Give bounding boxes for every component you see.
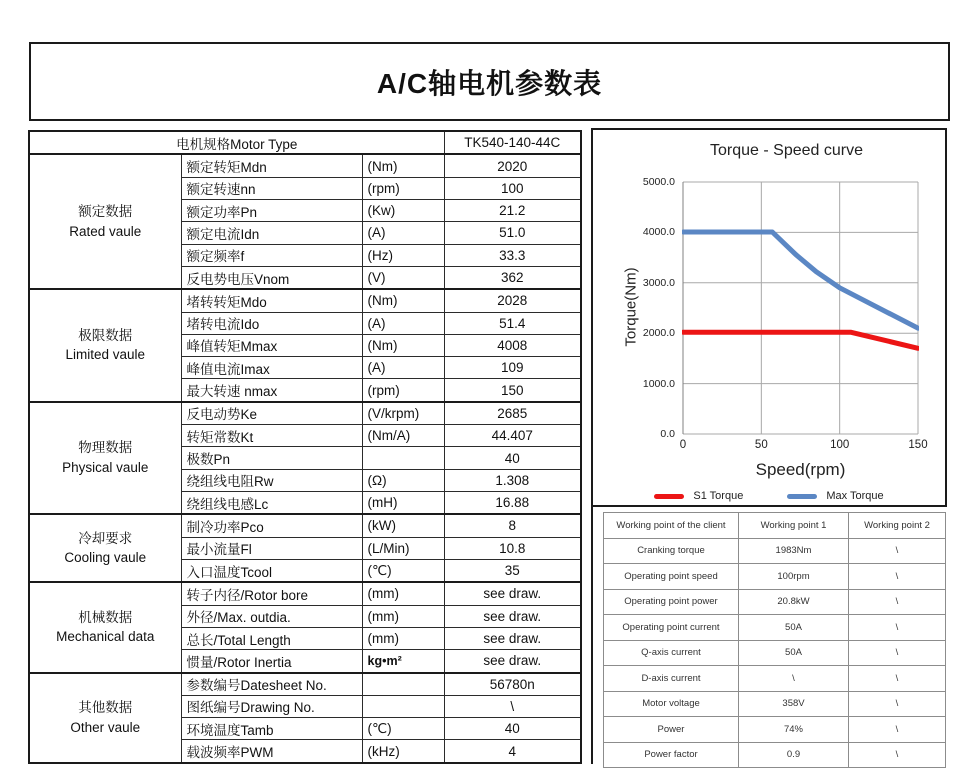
spec-group-label [29,402,181,515]
spec-value: 2685 [444,402,581,425]
wp-cell: \ [849,589,946,615]
wp-row [604,538,946,564]
y-axis-title: Torque(Nm) [622,267,640,347]
wp-row [604,564,946,590]
spec-row [29,402,581,425]
wp-header-cell: Working point of the client [604,513,739,539]
spec-param: 峰值转矩Mmax [181,334,362,356]
spec-header-row [29,131,581,154]
group-name-cn: 物理数据 [78,440,133,456]
wp-cell: \ [849,691,946,717]
spec-param: 额定功率Pn [181,199,362,221]
spec-row [29,514,581,537]
spec-unit: (Ω) [362,469,444,491]
spec-value: 4008 [444,334,581,356]
spec-value: 100 [444,177,581,199]
spec-value: 16.88 [444,491,581,514]
spec-value: 109 [444,357,581,379]
spec-group-label [29,514,181,582]
y-tick-label: 0.0 [660,428,675,440]
spec-unit: (Kw) [362,199,444,221]
group-name-cn: 极限数据 [78,327,133,343]
spec-value: 362 [444,266,581,289]
spec-group-label [29,582,181,672]
spec-unit: (Nm) [362,334,444,356]
spec-unit: (mH) [362,491,444,514]
spec-unit: (A) [362,312,444,334]
spec-value: 51.4 [444,312,581,334]
spec-param: 总长/Total Length [181,627,362,649]
group-name-en: Limited vaule [65,347,146,363]
spec-param: 最小流量Fl [181,537,362,559]
spec-param: 最大转速 nmax [181,379,362,402]
spec-group-label [29,673,181,764]
y-tick-label: 5000.0 [642,176,675,188]
spec-value: 40 [444,447,581,469]
wp-cell: 50A [739,615,849,641]
spec-param: 堵转电流Ido [181,312,362,334]
spec-unit: kg•m² [362,650,444,673]
spec-value: 1.308 [444,469,581,491]
spec-unit: (A) [362,222,444,244]
chart-title: Torque - Speed curve [710,142,863,159]
spec-param: 入口温度Tcool [181,559,362,582]
group-name-en: Cooling vaule [64,550,147,566]
spec-value: 4 [444,740,581,763]
wp-cell: \ [739,666,849,692]
group-name-cn: 额定数据 [78,204,133,220]
spec-value: see draw. [444,605,581,627]
spec-group-label [29,154,181,289]
motor-type-value: TK540-140-44C [444,131,581,154]
legend-item [787,490,883,502]
spec-param: 极数Pn [181,447,362,469]
wp-cell: Power factor [604,742,739,768]
spec-value: 51.0 [444,222,581,244]
wp-cell: Power [604,717,739,743]
group-name-cn: 机械数据 [78,609,133,625]
spec-param: 惯量/Rotor Inertia [181,650,362,673]
wp-row [604,589,946,615]
spec-unit: (A) [362,357,444,379]
working-point-table-body [604,513,946,768]
wp-cell: Operating point current [604,615,739,641]
wp-cell: 0.9 [739,742,849,768]
s1-torque-line [683,332,918,348]
group-name-en: Mechanical data [56,629,155,645]
wp-cell: Q-axis current [604,640,739,666]
spec-value: 44.407 [444,425,581,447]
wp-row [604,640,946,666]
spec-unit: (Nm/A) [362,425,444,447]
spec-value: 56780n [444,673,581,696]
wp-header-cell: Working point 1 [739,513,849,539]
spec-unit: (V) [362,266,444,289]
spec-value: 2028 [444,289,581,312]
wp-row [604,742,946,768]
spec-value: 21.2 [444,199,581,221]
spec-group-label [29,289,181,402]
spec-unit: (Nm) [362,154,444,177]
spec-value: 35 [444,559,581,582]
spec-unit: (℃) [362,559,444,582]
wp-cell: 100rpm [739,564,849,590]
spec-value: 8 [444,514,581,537]
spec-unit: (mm) [362,582,444,605]
spec-unit: (rpm) [362,379,444,402]
spec-param: 绕组线电阻Rw [181,469,362,491]
wp-cell: \ [849,742,946,768]
wp-cell: \ [849,640,946,666]
spec-unit: (rpm) [362,177,444,199]
spec-unit: (℃) [362,718,444,740]
spec-unit: (mm) [362,627,444,649]
group-name-en: Physical vaule [62,460,149,476]
spec-value: see draw. [444,650,581,673]
group-name-cn: 其他数据 [78,700,133,716]
spec-param: 环境温度Tamb [181,718,362,740]
spec-unit [362,695,444,717]
wp-cell: 1983Nm [739,538,849,564]
wp-row [604,717,946,743]
max-torque-swatch [787,494,817,499]
y-tick-label: 4000.0 [642,226,675,239]
spec-param: 反电动势Ke [181,402,362,425]
spec-unit: (L/Min) [362,537,444,559]
spec-param: 外径/Max. outdia. [181,605,362,627]
spec-table [28,130,582,764]
max-torque-line [683,232,918,328]
spec-unit [362,673,444,696]
legend-label: S1 Torque [693,490,744,502]
chart-legend [593,490,945,502]
spec-value: see draw. [444,627,581,649]
spec-value: see draw. [444,582,581,605]
spec-param: 峰值电流Imax [181,357,362,379]
spec-unit: (V/krpm) [362,402,444,425]
wp-cell: 20.8kW [739,589,849,615]
working-point-table [603,512,946,768]
wp-cell: \ [849,717,946,743]
wp-row [604,615,946,641]
spec-param: 额定电流Idn [181,222,362,244]
spec-unit: (Nm) [362,289,444,312]
page-title: A/C轴电机参数表 [376,67,603,99]
spec-row [29,154,581,177]
wp-cell: \ [849,615,946,641]
spec-param: 参数编号Datesheet No. [181,673,362,696]
x-tick-label: 150 [908,439,928,451]
spec-param: 转子内径/Rotor bore [181,582,362,605]
x-tick-label: 0 [679,439,687,451]
wp-cell: Operating point speed [604,564,739,590]
spec-param: 额定转速nn [181,177,362,199]
spec-param: 转矩常数Kt [181,425,362,447]
group-name-en: Other vaule [70,719,141,735]
wp-header-row [604,513,946,539]
x-axis-title: Speed(rpm) [755,460,846,479]
spec-row [29,673,581,696]
spec-value: 2020 [444,154,581,177]
title-box [29,42,950,121]
wp-cell: \ [849,538,946,564]
spec-param: 额定转矩Mdn [181,154,362,177]
group-name-cn: 冷却要求 [78,530,133,546]
wp-cell: \ [849,564,946,590]
spec-unit: (Hz) [362,244,444,266]
spec-table-body [29,131,581,763]
spec-value: 40 [444,718,581,740]
spec-param: 制冷功率Pco [181,514,362,537]
wp-row [604,666,946,692]
plot-area [682,181,919,435]
wp-row [604,691,946,717]
spec-param: 绕组线电感Lc [181,491,362,514]
wp-cell: 74% [739,717,849,743]
right-panel-left-border [591,505,593,764]
spec-value: 33.3 [444,244,581,266]
spec-param: 载波频率PWM [181,740,362,763]
spec-unit: (kHz) [362,740,444,763]
spec-row [29,582,581,605]
spec-unit: (mm) [362,605,444,627]
wp-cell: 50A [739,640,849,666]
wp-header-cell: Working point 2 [849,513,946,539]
group-name-en: Rated vaule [69,223,142,239]
spec-value: 10.8 [444,537,581,559]
wp-cell: \ [849,666,946,692]
spec-unit: (kW) [362,514,444,537]
wp-cell: Cranking torque [604,538,739,564]
x-tick-label: 100 [830,439,850,451]
spec-param: 额定频率f [181,244,362,266]
y-tick-label: 3000.0 [642,276,675,289]
spec-unit [362,447,444,469]
motor-type-label: 电机规格Motor Type [29,131,444,154]
s1-torque-swatch [654,494,684,499]
spec-value: \ [444,695,581,717]
wp-cell: 358V [739,691,849,717]
spec-value: 150 [444,379,581,402]
y-tick-label: 1000.0 [642,377,675,390]
spec-param: 反电势电压Vnom [181,266,362,289]
y-tick-label: 2000.0 [642,327,675,340]
spec-param: 堵转转矩Mdo [181,289,362,312]
spec-param: 图纸编号Drawing No. [181,695,362,717]
wp-cell: D-axis current [604,666,739,692]
x-tick-label: 50 [754,439,768,451]
torque-speed-chart-panel [591,128,947,507]
legend-item [654,490,743,502]
wp-cell: Operating point power [604,589,739,615]
legend-label: Max Torque [826,490,884,502]
wp-cell: Motor voltage [604,691,739,717]
spec-row [29,289,581,312]
